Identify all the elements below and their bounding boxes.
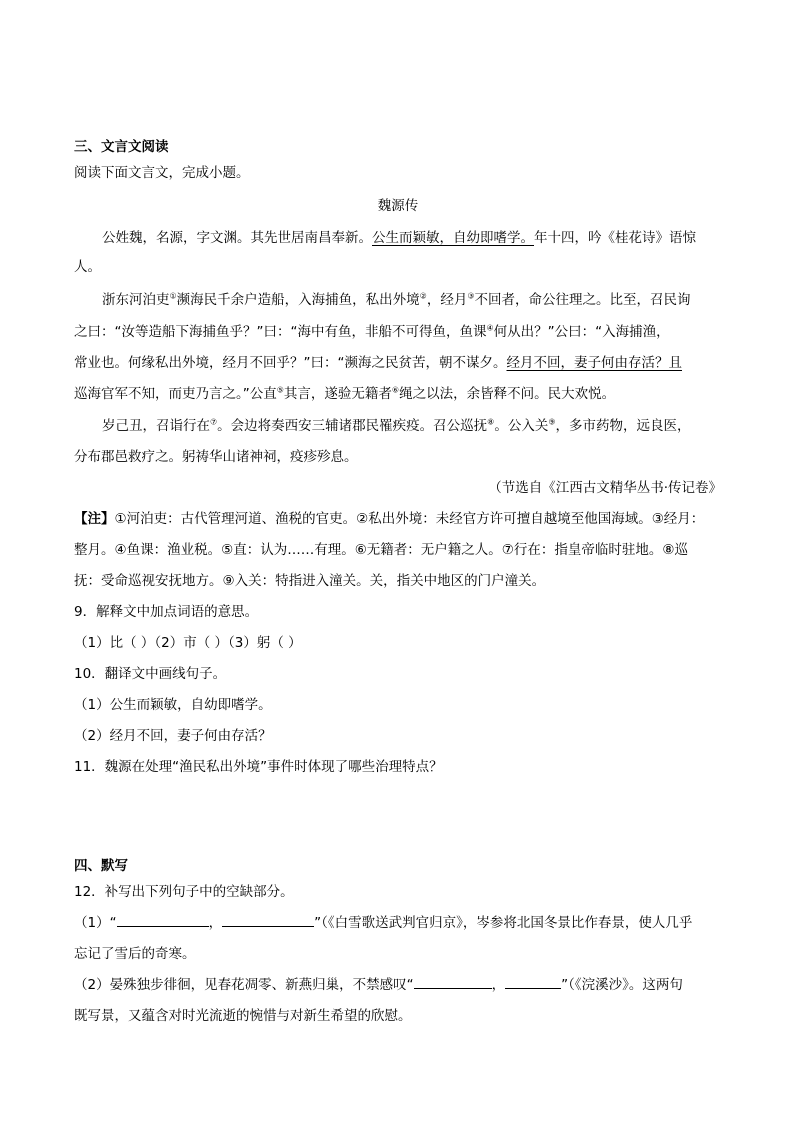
question-text: （2）晏殊独步徘徊，见春花凋零、新燕归巢，不禁感叹“: [74, 977, 414, 993]
paragraph-text: ，多市药物，远良医，: [555, 418, 691, 434]
question-text: ”（《浣溪沙》。这两句: [561, 977, 683, 993]
question-text: （1）“: [74, 915, 117, 931]
footnote-marker: ⑨: [548, 417, 556, 427]
paragraph-text: 绳之以法，余皆释不问。民大欢悦。: [399, 386, 616, 402]
passage-paragraph-3-line-2: 分布郡邑救疗之。躬祷华山诸神祠，疫疹殄息。: [74, 449, 358, 465]
fill-blank-1[interactable]: [117, 913, 209, 927]
paragraph-text: 濒海民千余户造船，入海捕鱼，私出外境: [176, 292, 420, 308]
passage-paragraph-1-line-1: [74, 228, 722, 248]
notes-label: 【注】: [74, 511, 115, 527]
footnote-marker: ②: [419, 291, 427, 301]
question-12-item-2-line-1: [74, 975, 722, 995]
section-heading-classical-reading: 三、文言文阅读: [74, 139, 169, 155]
fill-blank-3[interactable]: [414, 975, 492, 989]
question-12: 12．补写出下列句子中的空缺部分。: [74, 884, 294, 900]
footnote-marker: ⑥: [391, 385, 400, 395]
paragraph-text: 常业也。何缘私出外境，经月不回乎？”曰：“濒海之民贫苦，朝不谋夕。: [74, 355, 507, 371]
question-11: 11．魏源在处理“渔民私出外境”事件时体现了哪些治理特点？: [74, 759, 443, 775]
notes-line-1: [74, 509, 722, 529]
paragraph-text: 年十四，吟《桂花诗》语惊: [534, 230, 696, 246]
footnote-marker: ④: [486, 323, 494, 333]
paragraph-text: 不回者，命公往理之。比至，召民询: [474, 292, 691, 308]
notes-line-3: 抚：受命巡视安抚地方。⑨入关：特指进入潼关。关，指关中地区的门户潼关。: [74, 573, 546, 589]
passage-paragraph-2-line-1: [74, 290, 722, 310]
passage-paragraph-3-line-1: [74, 416, 722, 436]
footnote-marker: ⑧: [487, 417, 495, 427]
question-9-items: （1）比（ ）（2）市（ ）（3）躬（ ）: [74, 635, 302, 651]
paragraph-text: 巡海官军不知，而吏乃言之。”公直: [74, 386, 277, 402]
reading-instruction: 阅读下面文言文，完成小题。: [74, 165, 250, 181]
passage-paragraph-2-line-2: [74, 322, 722, 342]
question-text: ，: [491, 977, 506, 993]
paragraph-text: 之曰：“汝等造船下海捕鱼乎？”曰：“海中有鱼，非船不可得鱼，鱼课: [74, 324, 487, 340]
question-9: 9．解释文中加点词语的意思。: [74, 604, 259, 620]
passage-paragraph-2-line-4: [74, 384, 722, 404]
footnote-marker: ⑦: [210, 417, 218, 427]
paragraph-text: 。会边将奏西安三辅诸郡民罹疾疫。召公巡抚: [217, 418, 488, 434]
paragraph-text: 其言，遂验无籍者: [283, 386, 392, 402]
question-text: ”（《白雪歌送武判官归京》，岑参将北国冬景比作春景，使人几乎: [314, 915, 693, 931]
notes-line-2: 整月。④鱼课：渔业税。⑤直：认为……有理。⑥无籍者：无户籍之人。⑦行在：指皇帝临时驻地。⑧巡: [74, 542, 689, 558]
underlined-sentence-2: 经月不回，妻子何由存活？且: [506, 355, 682, 371]
passage-title: 魏源传: [377, 198, 419, 214]
paragraph-text: 。公入关: [494, 418, 549, 434]
question-text: ，: [208, 915, 223, 931]
question-12-item-1-line-2: 忘记了雪后的奇寒。: [74, 946, 196, 962]
fill-blank-2[interactable]: [222, 913, 314, 927]
question-10-item-1: （1）公生而颖敏，自幼即嗜学。: [74, 697, 272, 713]
paragraph-text: 公姓魏，名源，字文渊。其先世居南昌奉新。: [102, 230, 372, 246]
question-10-item-2: （2）经月不回，妻子何由存活？: [74, 728, 272, 744]
footnote-marker: ①: [169, 291, 177, 301]
underlined-sentence-1: 公生而颖敏，自幼即嗜学。: [372, 230, 534, 246]
question-10: 10．翻译文中画线句子。: [74, 666, 227, 682]
fill-blank-4[interactable]: [505, 975, 561, 989]
question-12-item-2-line-2: 既写景，又蕴含对时光流逝的惋惜与对新生希望的欣慰。: [74, 1008, 412, 1024]
notes-text: ①河泊吏：古代管理河道、渔税的官吏。②私出外境：未经官方许可擅自越境至他国海域。③经月：: [114, 511, 705, 527]
footnote-marker: ③: [467, 291, 475, 301]
paragraph-text: 岁己丑，召诣行在: [102, 418, 210, 434]
paragraph-text: 何从出？”公曰：“入海捕渔，: [493, 324, 670, 340]
question-12-item-1-line-1: [74, 913, 722, 933]
section-heading-dictation: 四、默写: [74, 858, 128, 874]
passage-paragraph-2-line-3: [74, 353, 722, 373]
passage-source: （节选自《江西古文精华丛书·传记卷》: [488, 480, 722, 496]
paragraph-text: 浙东河泊吏: [102, 292, 170, 308]
passage-paragraph-1-line-2: 人。: [74, 259, 101, 275]
footnote-marker: ⑤: [276, 385, 284, 395]
paragraph-text: ，经月: [426, 292, 468, 308]
